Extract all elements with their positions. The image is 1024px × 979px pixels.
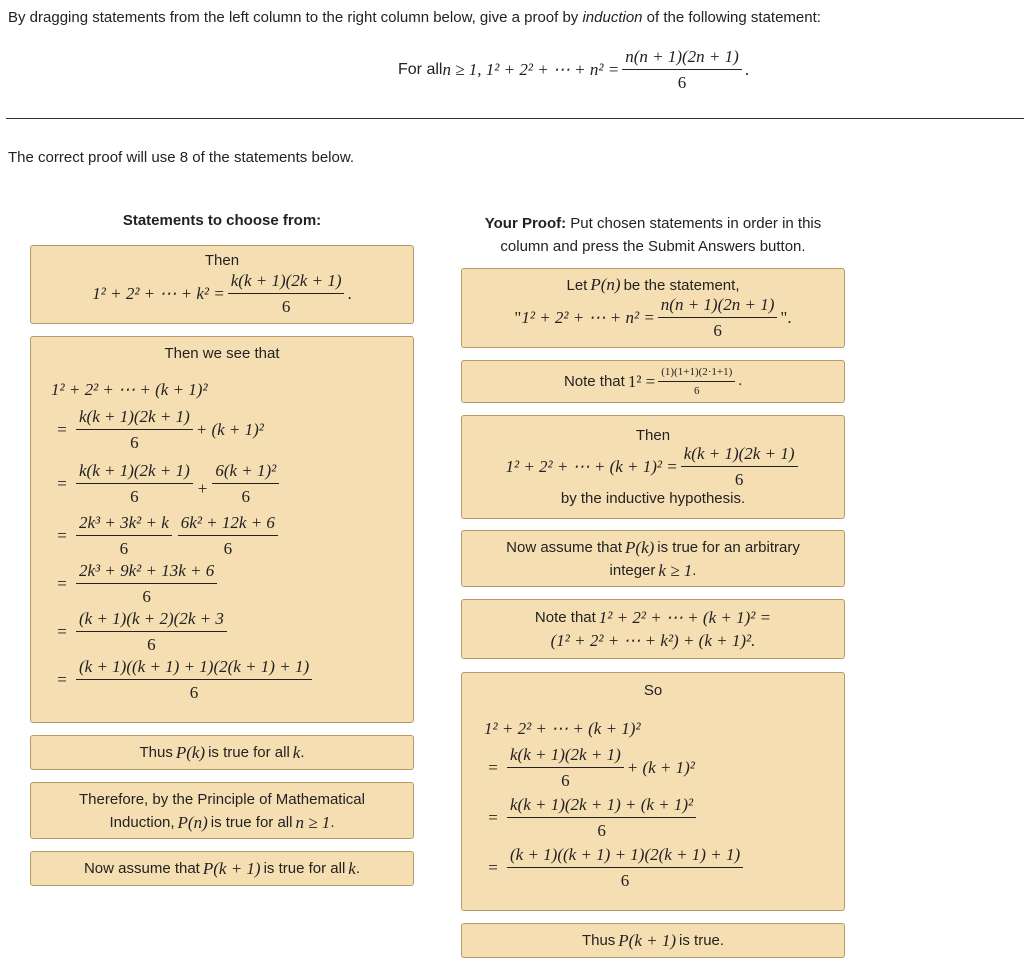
statement-card[interactable]: Thus P(k) is true for all k . (30, 735, 414, 770)
proof-card[interactable]: Note that 1² = $\frac{(1)(1+1)(2\cdot 1+1)}{6}$ . (461, 360, 845, 403)
proof-card[interactable]: Thus P(k + 1) is true. (461, 923, 845, 958)
statement-to-prove: For all n ≥ 1, 1² + 2² + ⋯ + n² = $\frac{n(n + 1)(2n + 1)}{6}$ . (398, 47, 750, 92)
statement-denominator: 6 (677, 73, 687, 92)
instruction-text: By dragging statements from the left column to the right column below, give a proof by induction of the following statement: (8, 9, 821, 26)
proof-card[interactable]: Note that 1² + 2² + ⋯ + (k + 1)² = (1² + 2² + ⋯ + k²) + (k + 1)². (461, 599, 845, 659)
statement-fraction (622, 47, 742, 92)
right-column-heading: Your Proof: Put chosen statements in order in this column and press the Submit Answers button. (484, 215, 822, 255)
proof-card[interactable]: Then 1² + 2² + ⋯ + (k + 1)² = $\frac{k(k + 1)(2k + 1)}{6}$ by the inductive hypothesis. (461, 415, 845, 519)
uses-note: The correct proof will use 8 of the statements below. (8, 149, 355, 166)
statement-lhs: n ≥ 1, 1² + 2² + ⋯ + n² = (442, 60, 620, 79)
proof-card-derivation[interactable]: So 1² + 2² + ⋯ + (k + 1)² = $\frac{k(k + 1)(2k + 1)}{6}$ + (k + 1)² = $\frac{\text{k(k + 1)(2k + 1) + (k + 1)²}}{6}$ = $\frac{(k + 1)((k + 1) + 1)(2(k + 1) + 1)}{6}$ (461, 672, 845, 911)
statement-card[interactable]: Then 1² + 2² + ⋯ + k² = $\frac{k(k + 1)(2k + 1)}{6}$ . (30, 245, 414, 324)
instruction-emphasis: induction (582, 9, 643, 26)
statement-numerator: n(n + 1)(2n + 1) (622, 47, 742, 70)
statement-for-all: For all (398, 61, 443, 78)
left-column-heading: Statements to choose from: (122, 212, 322, 229)
proof-card[interactable]: Let P(n) be the statement, " 1² + 2² + ⋯ + n² = $\frac{n(n + 1)(2n + 1)}{6}$ ". (461, 268, 845, 348)
statement-card[interactable]: Now assume that P(k + 1) is true for all k . (30, 851, 414, 886)
proof-card[interactable]: Now assume that P(k) is true for an arbitrary integer k ≥ 1 . (461, 530, 845, 587)
divider (6, 118, 1024, 119)
statement-card[interactable]: Therefore, by the Principle of Mathematical Induction, P(n) is true for all n ≥ 1 . (30, 782, 414, 839)
statement-card-derivation[interactable]: Then we see that 1² + 2² + ⋯ + (k + 1)² = $\frac{k(k + 1)(2k + 1)}{6}$ + (k + 1)² = $\frac{k(k + 1)(2k + 1)}{6}$ + $\frac{\text{6(k + 1)²}}{6}$ = $\frac{\text{2k³ + 3k² + k}}{6}$ $\frac{\text{6k² + 12k + 6}}{6}$ = $\frac{\text{2k³ + 9k² + 13k + 6}}{6}$ = $\frac{(k + 1)(k + 2)(2k + 3}{6}$ = $\frac{(k + 1)((k + 1) + 1)(2(k + 1) + 1)}{6}$ (30, 336, 414, 723)
